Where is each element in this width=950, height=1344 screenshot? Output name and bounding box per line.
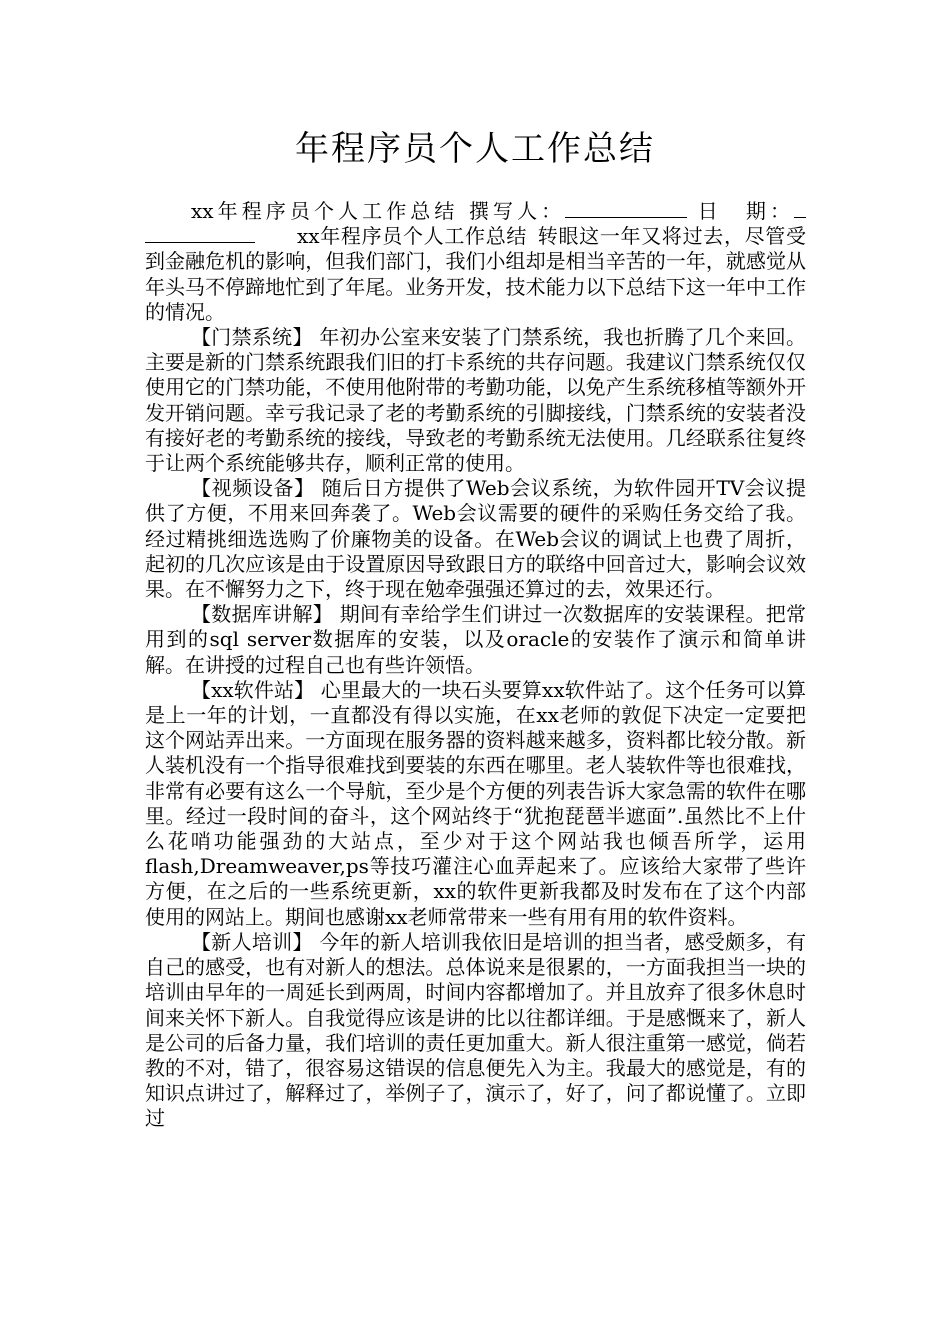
intro-heading: xx年程序员个人工作总结 — [191, 199, 459, 223]
section-heading: 【门禁系统】 — [191, 325, 313, 350]
date-blank-start — [794, 199, 806, 218]
section-paragraph — [145, 476, 806, 602]
date-label: 日 期： — [697, 199, 795, 223]
section-text: 心里最大的一块石头要算xx软件站了。这个任务可以算是上一年的计划，一直都没有得以实施，在xx老师的敦促下决定一定要把这个网站弄出来。一方面现在服务器的资料越来越多，资料都比较分散。新人装机没有一个指导很难找到要装的东西在哪里。老人装软件等也很难找，非常有必要有这么一个导航，至少是个方便的列表告诉大家急需的软件在哪里。经过一段时间的奋斗，这个网站终于“犹抱琵琶半遮面”.虽然比不上什么花哨功能强劲的大站点，至少对于这个网站我也倾吾所学，运用flash,Dreamweaver,ps等技巧灌注心血弄起来了。应该给大家带了些许方便，在之后的一些系统更新，xx的软件更新我都及时发布在了这个内部使用的网站上。期间也感谢xx老师常带来一些有用有用的软件资料。 — [145, 677, 807, 929]
intro-text: 转眼这一年又将过去，尽管受到金融危机的影响，但我们部门，我们小组却是相当辛苦的一年，就感觉从年头马不停蹄地忙到了年尾。业务开发，技术能力以下总结下这一年中工作的情况。 — [145, 224, 806, 324]
section-heading: 【数据库讲解】 — [191, 602, 334, 627]
section-paragraph — [145, 678, 806, 930]
author-blank — [565, 199, 687, 218]
author-label: 撰写人： — [468, 199, 566, 223]
section-text: 今年的新人培训我依旧是培训的担当者，感受颇多，有自己的感受，也有对新人的想法。总体说来是很累的，一方面我担当一块的培训由早年的一周延长到两周，时间内容都增加了。并且放弃了很多休息时间来关怀下新人。自我觉得应该是讲的比以往都详细。于是感慨来了，新人是公司的后备力量，我们培训的责任更加重大。新人很注重第一感觉，倘若教的不对，错了，很容易这错误的信息便先入为主。我最大的感觉是，有的知识点讲过了，解释过了，举例子了，演示了，好了，问了都说懂了。立即过 — [145, 929, 807, 1131]
section-heading: 【新人培训】 — [191, 929, 313, 954]
document-title: 年程序员个人工作总结 — [295, 129, 655, 169]
date-blank-end — [145, 224, 255, 243]
section-heading: 【xx软件站】 — [191, 677, 315, 702]
section-text: 期间有幸给学生们讲过一次数据库的安装课程。把常用到的sql server数据库的安装，以及oracle的安装作了演示和简单讲解。在讲授的过程自己也有些许领悟。 — [145, 602, 807, 677]
document-body — [145, 199, 806, 1132]
section-paragraph — [145, 930, 806, 1132]
intro-paragraph — [145, 199, 806, 325]
intro-repeat-heading: xx年程序员个人工作总结 — [297, 224, 528, 249]
section-text: 随后日方提供了Web会议系统，为软件园开TV会议提供了方便，不用来回奔袭了。Web会议需要的硬件的采购任务交给了我。经过精挑细选选购了价廉物美的设备。在Web会议的调试上也费了周折，起初的几次应该是由于设置原因导致跟日方的联络中回音过大，影响会议效果。在不懈努力之下，终于现在勉牵强强还算过的去，效果还行。 — [145, 476, 806, 602]
section-paragraph — [145, 602, 806, 678]
section-paragraph — [145, 325, 806, 476]
section-text: 年初办公室来安装了门禁系统，我也折腾了几个来回。主要是新的门禁系统跟我们旧的打卡系统的共存问题。我建议门禁系统仅仅使用它的门禁功能，不使用他附带的考勤功能，以免产生系统移植等额外开发开销问题。幸亏我记录了老的考勤系统的引脚接线，门禁系统的安装者没有接好老的考勤系统的接线，导致老的考勤系统无法使用。几经联系往复终于让两个系统能够共存，顺利正常的使用。 — [145, 325, 807, 476]
section-heading: 【视频设备】 — [191, 476, 315, 501]
